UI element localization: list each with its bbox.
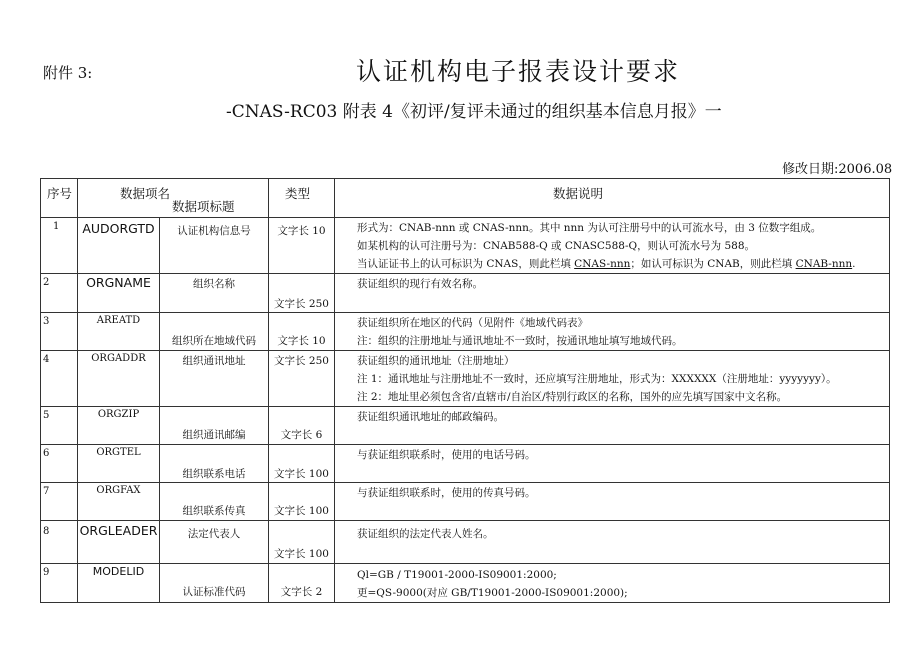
- type-cell: [269, 445, 335, 483]
- row-seq: 8: [43, 526, 50, 537]
- header-seq-cell: [41, 179, 78, 218]
- table-header-row: [41, 179, 890, 218]
- code-cell: [78, 521, 160, 564]
- document-title: 认证机构电子报表设计要求: [356, 57, 681, 86]
- row-seq: 6: [43, 448, 50, 459]
- row-code: ORGNAME: [86, 275, 151, 290]
- row-type: 文字长 100: [274, 505, 329, 517]
- row-seq: 9: [43, 567, 50, 578]
- title-cell: [160, 218, 269, 274]
- type-cell: [269, 564, 335, 603]
- row-type: 文字长 10: [277, 335, 326, 347]
- row-code: ORGZIP: [97, 409, 140, 420]
- table-row: [41, 445, 890, 483]
- title-cell: [160, 351, 269, 407]
- desc-cell: [335, 483, 890, 521]
- desc-line: 如某机构的认可注册号为：CNAB588-Q 或 CNASC588-Q，则认可流水号为 588。: [357, 240, 755, 252]
- row-type: 文字长 100: [274, 548, 329, 560]
- table-row: [41, 313, 890, 351]
- desc-line: 注 2：地址里必须包含省/直辖市/自治区/特别行政区的名称，国外的应先填写国家中文名称。: [357, 391, 788, 403]
- desc-cell: [335, 313, 890, 351]
- desc-line: 更=QS-9000(对应 GB/T19001-2000-IS09001:2000);: [357, 587, 628, 599]
- row-title: 认证标准代码: [182, 586, 246, 598]
- code-cell: [78, 313, 160, 351]
- row-code: MODELID: [92, 565, 145, 578]
- seq-cell: [41, 407, 78, 445]
- desc-line: 获证组织的通讯地址（注册地址）: [357, 355, 515, 367]
- row-title: 组织所在地域代码: [172, 335, 256, 347]
- header-type: 类型: [285, 186, 311, 201]
- header-desc-cell: [335, 179, 890, 218]
- type-cell: [269, 313, 335, 351]
- table-row: [41, 407, 890, 445]
- attachment-label: 附件 3:: [43, 64, 93, 82]
- seq-cell: [41, 445, 78, 483]
- desc-cell: [335, 351, 890, 407]
- seq-cell: [41, 351, 78, 407]
- header-desc: 数据说明: [553, 186, 604, 201]
- row-type: 文字长 100: [274, 468, 329, 480]
- seq-cell: [41, 218, 78, 274]
- row-type: 文字长 250: [274, 298, 329, 310]
- title-cell: [160, 521, 269, 564]
- desc-line: 与获证组织联系时，使用的电话号码。: [357, 449, 536, 461]
- desc-line: 形式为：CNAB-nnn 或 CNAS-nnn。其中 nnn 为认可注册号中的认可流水号，由 3 位数字组成。: [357, 222, 822, 234]
- desc-cell: [335, 564, 890, 603]
- table-row: [41, 483, 890, 521]
- underlined-code: CNAS-nnn: [574, 258, 631, 270]
- title-cell: [160, 313, 269, 351]
- table-row: [41, 218, 890, 274]
- type-cell: [269, 218, 335, 274]
- desc-line: 获证组织通讯地址的邮政编码。: [357, 411, 504, 423]
- table-row: [41, 274, 890, 313]
- type-cell: [269, 407, 335, 445]
- seq-cell: [41, 274, 78, 313]
- row-code: ORGLEADER: [79, 523, 158, 538]
- row-seq: 1: [53, 221, 60, 232]
- table-row: [41, 521, 890, 564]
- desc-cell: [335, 407, 890, 445]
- header-title: 数据项标题: [172, 199, 235, 214]
- desc-cell: [335, 445, 890, 483]
- code-cell: [78, 407, 160, 445]
- seq-cell: [41, 313, 78, 351]
- desc-line: 注 1：通讯地址与注册地址不一致时，还应填写注册地址，形式为：XXXXXX（注册地址：yyyyyyy）。: [357, 373, 837, 385]
- row-type: 文字长 10: [277, 225, 326, 237]
- row-code: AREATD: [96, 315, 141, 326]
- code-cell: [78, 218, 160, 274]
- desc-line: 获证组织的现行有效名称。: [357, 278, 483, 290]
- title-cell: [160, 483, 269, 521]
- table-row: [41, 564, 890, 603]
- desc-line: 与获证组织联系时，使用的传真号码。: [357, 487, 536, 499]
- row-code: ORGFAX: [96, 485, 141, 496]
- code-cell: [78, 274, 160, 313]
- code-cell: [78, 351, 160, 407]
- title-cell: [160, 445, 269, 483]
- row-type: 文字长 250: [274, 355, 329, 367]
- row-seq: 5: [43, 410, 50, 421]
- type-cell: [269, 521, 335, 564]
- type-cell: [269, 483, 335, 521]
- row-title: 组织联系电话: [182, 468, 246, 480]
- desc-line: Ql=GB / T19001-2000-IS09001:2000;: [357, 569, 557, 581]
- header-name-cell: [78, 179, 269, 218]
- row-code: ORGADDR: [91, 353, 146, 364]
- header-type-cell: [269, 179, 335, 218]
- desc-line: 当认证证书上的认可标识为 CNAS，则此栏填 CNAS-nnn；如认可标识为 CNAB，则此栏填 CNAB-nnn.: [357, 258, 856, 270]
- document-subtitle: -CNAS-RC03 附表 4《初评/复评未通过的组织基本信息月报》一: [226, 102, 722, 122]
- seq-cell: [41, 483, 78, 521]
- seq-cell: [41, 521, 78, 564]
- row-seq: 2: [43, 277, 50, 288]
- underlined-code: CNAB-nnn: [795, 258, 853, 270]
- title-cell: [160, 407, 269, 445]
- row-type: 文字长 2: [280, 586, 323, 598]
- row-title: 法定代表人: [187, 528, 241, 540]
- desc-line: 获证组织的法定代表人姓名。: [357, 528, 494, 540]
- row-title: 组织通讯邮编: [182, 429, 246, 441]
- desc-cell: [335, 274, 890, 313]
- row-code: AUDORGTD: [82, 221, 155, 236]
- row-seq: 4: [43, 354, 50, 365]
- table-row: [41, 351, 890, 407]
- row-title: 认证机构信息号: [177, 225, 251, 237]
- row-title: 组织通讯地址: [182, 355, 246, 367]
- row-title: 组织名称: [193, 278, 235, 290]
- row-title: 组织联系传真: [182, 505, 246, 517]
- desc-line: 注：组织的注册地址与通讯地址不一致时，按通讯地址填写地域代码。: [357, 335, 683, 347]
- desc-cell: [335, 521, 890, 564]
- type-cell: [269, 351, 335, 407]
- seq-cell: [41, 564, 78, 603]
- row-seq: 7: [43, 486, 50, 497]
- title-cell: [160, 274, 269, 313]
- type-cell: [269, 274, 335, 313]
- desc-cell: [335, 218, 890, 274]
- code-cell: [78, 564, 160, 603]
- data-spec-table: [40, 178, 890, 603]
- title-cell: [160, 564, 269, 603]
- code-cell: [78, 445, 160, 483]
- row-type: 文字长 6: [280, 429, 323, 441]
- desc-line: 获证组织所在地区的代码（见附件《地域代码表》: [357, 317, 588, 329]
- header-seq: 序号: [47, 186, 73, 201]
- code-cell: [78, 483, 160, 521]
- row-code: ORGTEL: [96, 447, 141, 458]
- row-seq: 3: [43, 316, 50, 327]
- header-name: 数据项名: [120, 186, 171, 201]
- revision-date: 修改日期:2006.08: [782, 162, 893, 177]
